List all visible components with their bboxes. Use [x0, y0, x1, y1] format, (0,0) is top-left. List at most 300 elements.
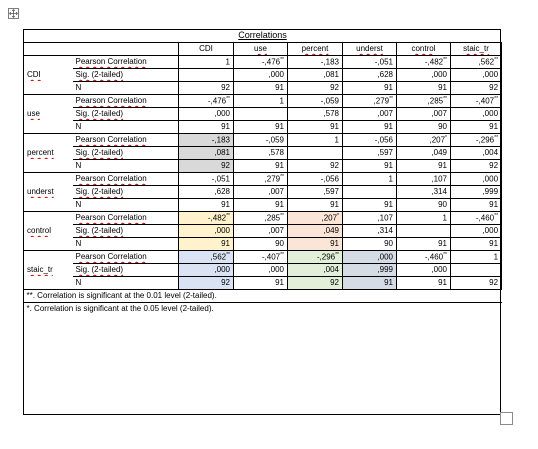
- row-variable-label: percent: [24, 146, 73, 159]
- cell-value: 91: [275, 200, 284, 209]
- cell-value: ,000: [482, 174, 499, 184]
- cell-value: ,628: [377, 70, 393, 79]
- cell-value: -,476: [207, 96, 227, 106]
- row-variable-spacer: [24, 198, 73, 211]
- table-cell: [343, 68, 397, 81]
- stat-label: Pearson Correlation: [73, 172, 179, 185]
- table-cell: [234, 146, 288, 159]
- table-cell: [288, 68, 343, 81]
- cell-value: ,000: [214, 109, 230, 118]
- row-variable-spacer: [24, 172, 73, 185]
- table-cell: [234, 120, 288, 133]
- row-variable-spacer: [24, 237, 73, 250]
- stat-label: Sig. (2-tailed): [73, 107, 179, 120]
- table-cell: [397, 237, 451, 250]
- cell-value: 91: [384, 200, 393, 209]
- row-variable-spacer: [24, 211, 73, 224]
- row-variable-label: staic_tr: [24, 263, 73, 276]
- cell-value: ,999: [377, 265, 393, 274]
- table-row: [24, 211, 502, 224]
- table-cell: [451, 224, 502, 237]
- cell-value: ,285: [427, 96, 444, 106]
- table-cell: [179, 146, 234, 159]
- stat-label: N: [73, 120, 179, 133]
- significance-marker: **: [389, 95, 393, 102]
- cell-value: ,081: [214, 148, 230, 157]
- table-cell: [179, 250, 234, 263]
- significance-marker: **: [226, 251, 230, 258]
- cell-value: -,407: [475, 96, 495, 106]
- cell-value: ,279: [264, 174, 281, 184]
- significance-marker: *: [337, 212, 339, 219]
- cell-value: ,285: [264, 213, 281, 223]
- cell-value: 92: [221, 278, 230, 287]
- table-cell: [179, 185, 234, 198]
- header-corner: [24, 42, 73, 55]
- cell-value: ,279: [373, 96, 390, 106]
- footnote: *. Correlation is significant at the 0.05 level (2-tailed).: [24, 302, 502, 315]
- cell-value: 91: [221, 200, 230, 209]
- table-row: [24, 276, 502, 289]
- row-variable-spacer: [24, 159, 73, 172]
- row-variable-spacer: [24, 55, 73, 68]
- table-row: [24, 81, 502, 94]
- cell-value: 90: [275, 239, 284, 248]
- cell-value: 90: [384, 239, 393, 248]
- cell-value: ,207: [321, 213, 338, 223]
- table-cell: [343, 250, 397, 263]
- cell-value: 91: [221, 239, 230, 248]
- table-cell: [397, 68, 451, 81]
- stat-label: Sig. (2-tailed): [73, 68, 179, 81]
- col-header-percent: percent: [288, 42, 343, 55]
- significance-marker: **: [280, 173, 284, 180]
- stat-label: Sig. (2-tailed): [73, 185, 179, 198]
- significance-marker: **: [226, 212, 230, 219]
- table-cell: [179, 224, 234, 237]
- table-row: [24, 250, 502, 263]
- table-cell: [234, 250, 288, 263]
- table-title: Correlations: [24, 29, 502, 42]
- cell-value: ,000: [431, 70, 447, 79]
- row-variable-label: use: [24, 107, 73, 120]
- table-cell: [397, 55, 451, 68]
- cell-value: -,056: [320, 174, 339, 184]
- table-cell: [288, 146, 343, 159]
- table-cell: [397, 159, 451, 172]
- table-cell: [451, 211, 502, 224]
- table-cell: [397, 185, 451, 198]
- cell-value: 91: [489, 122, 499, 131]
- table-cell: [397, 107, 451, 120]
- cell-value: 91: [330, 122, 339, 131]
- table-cell: [343, 211, 397, 224]
- table-cell: [451, 276, 502, 289]
- stat-label: Pearson Correlation: [73, 133, 179, 146]
- table-cell: [451, 133, 502, 146]
- table-cell: [234, 68, 288, 81]
- table-row: [24, 198, 502, 211]
- table-cell: [288, 276, 343, 289]
- table-cell: [397, 211, 451, 224]
- cell-value: ,578: [323, 109, 339, 118]
- table-row: [24, 185, 502, 198]
- footnote-row: [24, 302, 502, 315]
- significance-marker: **: [443, 56, 447, 63]
- col-header-underst: underst: [343, 42, 397, 55]
- cell-value: 92: [330, 278, 339, 287]
- table-cell: [343, 81, 397, 94]
- cell-value: ,000: [268, 70, 284, 79]
- table-cell: [397, 133, 451, 146]
- cell-value: -,059: [265, 135, 284, 145]
- table-cell: [451, 237, 502, 250]
- table-cell: [343, 237, 397, 250]
- cell-value: 91: [384, 122, 393, 131]
- cell-value: ,207: [429, 135, 446, 145]
- correlations-table: [23, 29, 502, 315]
- cell-value: 91: [438, 239, 447, 248]
- table-cell: [343, 185, 397, 198]
- cell-value: 92: [221, 161, 230, 170]
- table-cell: [451, 250, 502, 263]
- table-cell: [179, 159, 234, 172]
- cell-value: ,000: [214, 265, 230, 274]
- cell-value: ,000: [214, 226, 230, 235]
- table-cell: [397, 263, 451, 276]
- table-cell: [397, 81, 451, 94]
- cell-value: 1: [388, 174, 393, 184]
- cell-value: 91: [384, 83, 393, 92]
- cell-value: ,562: [478, 57, 495, 67]
- row-variable-label: underst: [24, 185, 73, 198]
- row-variable-spacer: [24, 120, 73, 133]
- significance-marker: **: [443, 251, 447, 258]
- cell-value: ,000: [377, 252, 393, 262]
- table-row: [24, 120, 502, 133]
- table-row: [24, 146, 502, 159]
- row-variable-spacer: [24, 250, 73, 263]
- table-cell: [343, 107, 397, 120]
- table-cell: [343, 94, 397, 107]
- cell-value: -,183: [211, 135, 230, 145]
- cell-value: ,107: [431, 174, 447, 184]
- row-variable-spacer: [24, 94, 73, 107]
- cell-value: ,049: [431, 148, 447, 157]
- cell-value: 91: [221, 122, 230, 131]
- cell-value: -,051: [211, 174, 230, 184]
- cell-value: ,578: [268, 148, 284, 157]
- cell-value: -,482: [207, 213, 227, 223]
- significance-marker: **: [494, 134, 499, 141]
- row-variable-label: control: [24, 224, 73, 237]
- table-cell: [397, 276, 451, 289]
- table-cell: [179, 198, 234, 211]
- table-cell: [397, 224, 451, 237]
- table-cell: [288, 94, 343, 107]
- cell-value: 91: [384, 161, 393, 170]
- footnote: **. Correlation is significant at the 0.01 level (2-tailed).: [24, 289, 502, 302]
- cell-value: -,059: [320, 96, 339, 106]
- cell-value: ,000: [482, 109, 499, 118]
- table-cell: [179, 172, 234, 185]
- table-cell: [451, 107, 502, 120]
- table-cell: [288, 107, 343, 120]
- col-header-control: control: [397, 42, 451, 55]
- table-cell: [451, 68, 502, 81]
- cell-value: ,007: [377, 109, 393, 118]
- table-cell: [179, 120, 234, 133]
- cell-value: ,004: [482, 148, 499, 157]
- table-cell: [343, 276, 397, 289]
- cell-value: 1: [279, 96, 284, 106]
- table-cell: [288, 159, 343, 172]
- cell-value: 91: [275, 278, 284, 287]
- table-cell: [451, 159, 502, 172]
- stat-label: Pearson Correlation: [73, 250, 179, 263]
- table-cell: [288, 237, 343, 250]
- column-header-row: [24, 42, 502, 55]
- stat-label: Pearson Correlation: [73, 55, 179, 68]
- table-cell: [288, 211, 343, 224]
- table-cell: [288, 198, 343, 211]
- table-cell: [397, 120, 451, 133]
- cell-value: ,314: [431, 187, 447, 196]
- table-cell: [179, 211, 234, 224]
- table-cell: [234, 107, 288, 120]
- cell-value: 1: [334, 135, 339, 145]
- cell-value: -,407: [261, 252, 281, 262]
- table-cell: [343, 198, 397, 211]
- cell-value: ,081: [323, 70, 339, 79]
- table-cell: [397, 250, 451, 263]
- table-cell: [234, 133, 288, 146]
- significance-marker: *: [445, 134, 447, 141]
- stat-label: Sig. (2-tailed): [73, 224, 179, 237]
- table-cell: [234, 211, 288, 224]
- cell-value: ,000: [482, 70, 499, 79]
- cell-value: ,314: [377, 226, 393, 235]
- cell-value: ,007: [268, 187, 284, 196]
- significance-marker: **: [494, 212, 499, 219]
- stat-label: Pearson Correlation: [73, 94, 179, 107]
- cell-value: ,049: [323, 226, 339, 235]
- table-cell: [343, 133, 397, 146]
- cell-value: 91: [489, 200, 499, 209]
- significance-marker: **: [280, 56, 284, 63]
- table-cell: [179, 94, 234, 107]
- cell-value: ,004: [323, 265, 339, 274]
- table-cell: [179, 107, 234, 120]
- table-row: [24, 55, 502, 68]
- cell-value: 91: [384, 278, 393, 287]
- table-cell: [397, 198, 451, 211]
- cell-value: ,107: [377, 213, 393, 223]
- table-row: [24, 172, 502, 185]
- cell-value: 92: [330, 161, 339, 170]
- cell-value: ,000: [268, 265, 284, 274]
- cell-value: ,000: [482, 226, 499, 235]
- cell-value: -,460: [475, 213, 495, 223]
- table-cell: [451, 185, 502, 198]
- table-cell: [288, 224, 343, 237]
- table-cell: [179, 133, 234, 146]
- cell-value: ,007: [431, 109, 447, 118]
- table-cell: [234, 81, 288, 94]
- table-cell: [343, 159, 397, 172]
- significance-marker: **: [335, 251, 339, 258]
- significance-marker: **: [226, 95, 230, 102]
- table-cell: [343, 120, 397, 133]
- cell-value: 91: [330, 239, 339, 248]
- table-cell: [451, 81, 502, 94]
- significance-marker: **: [494, 56, 499, 63]
- cell-value: 91: [438, 83, 447, 92]
- table-cell: [451, 120, 502, 133]
- table-cell: [234, 224, 288, 237]
- table-cell: [397, 146, 451, 159]
- table-cell: [179, 68, 234, 81]
- cell-value: 90: [438, 200, 447, 209]
- cell-value: 92: [489, 83, 499, 92]
- table-cell: [234, 185, 288, 198]
- table-cell: [234, 159, 288, 172]
- col-header-cdi: CDI: [179, 42, 234, 55]
- cell-value: 91: [438, 278, 447, 287]
- table-cell: [179, 55, 234, 68]
- table-cell: [288, 81, 343, 94]
- table-row: [24, 68, 502, 81]
- cell-value: -,460: [424, 252, 444, 262]
- table-cell: [451, 55, 502, 68]
- table-cell: [288, 263, 343, 276]
- cell-value: 91: [438, 161, 447, 170]
- col-header-staic-tr: staic_tr: [451, 42, 502, 55]
- table-cell: [451, 146, 502, 159]
- cell-value: 91: [489, 239, 499, 248]
- table-cell: [234, 94, 288, 107]
- cell-value: 91: [275, 122, 284, 131]
- cell-value: ,999: [482, 187, 499, 196]
- table-cell: [234, 55, 288, 68]
- cell-value: ,597: [323, 187, 339, 196]
- table-move-handle[interactable]: [8, 8, 19, 19]
- table-cell: [343, 55, 397, 68]
- table-cell: [288, 55, 343, 68]
- col-header-use: use: [234, 42, 288, 55]
- table-cell: [234, 237, 288, 250]
- table-cell: [451, 94, 502, 107]
- cell-value: 92: [221, 83, 230, 92]
- significance-marker: **: [280, 212, 284, 219]
- cell-value: 91: [275, 83, 284, 92]
- cell-value: ,628: [214, 187, 230, 196]
- stat-label: N: [73, 159, 179, 172]
- stat-label: N: [73, 81, 179, 94]
- table-cell: [343, 146, 397, 159]
- table-cell: [397, 172, 451, 185]
- table-cell: [451, 172, 502, 185]
- cell-value: 91: [330, 200, 339, 209]
- cell-value: 91: [275, 161, 284, 170]
- table-cell: [343, 172, 397, 185]
- cell-value: -,482: [424, 57, 444, 67]
- table-row: [24, 263, 502, 276]
- table-cell: [288, 133, 343, 146]
- stat-label: Pearson Correlation: [73, 211, 179, 224]
- table-row: [24, 159, 502, 172]
- significance-marker: **: [494, 95, 499, 102]
- table-row: [24, 133, 502, 146]
- table-cell: [288, 120, 343, 133]
- stat-label: N: [73, 237, 179, 250]
- footnote-row: [24, 289, 502, 302]
- table-cell: [288, 185, 343, 198]
- cell-value: -,051: [374, 57, 393, 67]
- table-cell: [234, 172, 288, 185]
- cell-value: -,056: [374, 135, 393, 145]
- table-row: [24, 224, 502, 237]
- cell-value: ,007: [268, 226, 284, 235]
- cell-value: 92: [489, 278, 499, 287]
- stat-label: N: [73, 198, 179, 211]
- cell-value: -,296: [316, 252, 336, 262]
- move-arrows-icon: [9, 9, 18, 18]
- table-cell: [288, 172, 343, 185]
- table-resize-handle[interactable]: [500, 412, 513, 425]
- cell-value: 1: [442, 213, 447, 223]
- table-row: [24, 94, 502, 107]
- table-cell: [451, 198, 502, 211]
- table-cell: [397, 94, 451, 107]
- cell-value: 1: [225, 57, 230, 67]
- cell-value: -,476: [261, 57, 281, 67]
- cell-value: -,183: [320, 57, 339, 67]
- stat-label: N: [73, 276, 179, 289]
- cell-value: 92: [330, 83, 339, 92]
- cell-value: 90: [438, 122, 447, 131]
- table-row: [24, 107, 502, 120]
- table-cell: [343, 224, 397, 237]
- row-variable-spacer: [24, 133, 73, 146]
- table-cell: [234, 276, 288, 289]
- header-corner-stat: [73, 42, 179, 55]
- cell-value: 1: [493, 252, 499, 262]
- row-variable-spacer: [24, 81, 73, 94]
- table-cell: [179, 81, 234, 94]
- table-row: [24, 237, 502, 250]
- table-cell: [179, 237, 234, 250]
- significance-marker: **: [280, 251, 284, 258]
- table-cell: [343, 263, 397, 276]
- table-cell: [451, 263, 502, 276]
- cell-value: 92: [489, 161, 499, 170]
- table-cell: [234, 263, 288, 276]
- row-variable-label: CDI: [24, 68, 73, 81]
- cell-value: ,562: [210, 252, 227, 262]
- row-variable-spacer: [24, 276, 73, 289]
- cell-value: ,597: [377, 148, 393, 157]
- table-cell: [288, 250, 343, 263]
- stat-label: Sig. (2-tailed): [73, 263, 179, 276]
- stat-label: Sig. (2-tailed): [73, 146, 179, 159]
- table-cell: [179, 263, 234, 276]
- table-cell: [179, 276, 234, 289]
- cell-value: ,000: [431, 265, 447, 274]
- table-cell: [234, 198, 288, 211]
- significance-marker: **: [443, 95, 447, 102]
- cell-value: -,296: [475, 135, 495, 145]
